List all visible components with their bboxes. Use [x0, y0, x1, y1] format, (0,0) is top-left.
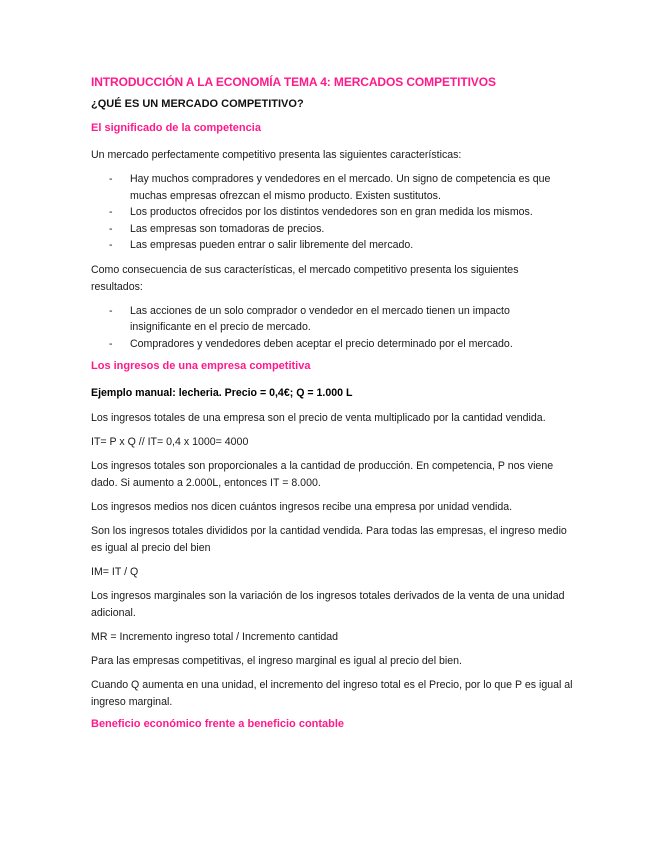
list-item	[91, 221, 573, 238]
paragraph-consecuencia: Como consecuencia de sus características, el mercado competitivo presenta los siguientes resultados:	[91, 263, 519, 293]
paragraph-marginales: Los ingresos marginales son la variación de los ingresos totales derivados de la venta de una unidad adicional.	[91, 590, 565, 619]
list-item	[91, 303, 573, 336]
paragraph-proporcionales: Los ingresos totales son proporcionales a la cantidad de producción. En competencia, P nos viene dado. Si aumento a 2.000L, entonces IT = 8.000.	[91, 460, 554, 489]
list-item-text: Los productos ofrecidos por los distintos vendedores son en gran medida los mismos.	[130, 206, 533, 218]
subsection-heading-beneficio: Beneficio económico frente a beneficio contable	[91, 718, 345, 730]
list-item	[91, 336, 573, 353]
subsection-heading-competencia: El significado de la competencia	[91, 122, 261, 134]
list-item-text: Compradores y vendedores deben aceptar el precio determinado por el mercado.	[130, 337, 513, 350]
list-marker: -	[109, 222, 113, 235]
paragraph-ingresos-totales: Los ingresos totales de una empresa son el precio de venta multiplicado por la cantidad vendida.	[91, 412, 546, 424]
formula-it: IT= P x Q // IT= 0,4 x 1000= 4000	[91, 436, 249, 448]
example-line: Ejemplo manual: lecheria. Precio = 0,4€; Q = 1.000 L	[91, 387, 353, 399]
paragraph-q-aumenta: Cuando Q aumenta en una unidad, el incremento del ingreso total es el Precio, por lo que P es igual al ingreso marginal.	[91, 679, 573, 708]
paragraph-division: Son los ingresos totales divididos por la cantidad vendida. Para todas las empresas, el ingreso medio es igual al precio del bien	[91, 525, 567, 554]
list-item	[91, 204, 573, 221]
paragraph-ingresos-medios: Los ingresos medios nos dicen cuántos ingresos recibe una empresa por unidad vendida.	[91, 501, 513, 513]
formula-mr: MR = Incremento ingreso total / Incremento cantidad	[91, 631, 339, 643]
doc-title: INTRODUCCIÓN A LA ECONOMÍA TEMA 4: MERCADOS COMPETITIVOS	[91, 75, 496, 89]
list-marker: -	[109, 304, 113, 317]
characteristics-list	[91, 171, 573, 254]
list-marker: -	[109, 173, 113, 185]
paragraph-competitivas: Para las empresas competitivas, el ingreso marginal es igual al precio del bien.	[91, 655, 462, 667]
paragraph-intro: Un mercado perfectamente competitivo presenta las siguientes características:	[91, 149, 462, 161]
list-marker: -	[109, 337, 113, 350]
list-item	[91, 171, 573, 204]
list-marker: -	[109, 239, 113, 251]
formula-im: IM= IT / Q	[91, 566, 139, 578]
list-item-text: Hay muchos compradores y vendedores en el mercado. Un signo de competencia es que muchas empresas ofrezcan el mismo producto. Existen sustitutos.	[130, 173, 551, 202]
results-list	[91, 303, 573, 353]
list-item-text: Las empresas pueden entrar o salir libremente del mercado.	[130, 239, 414, 251]
section-heading: ¿QUÉ ES UN MERCADO COMPETITIVO?	[91, 98, 304, 110]
list-item	[91, 237, 573, 254]
list-marker: -	[109, 206, 113, 218]
subsection-heading-ingresos: Los ingresos de una empresa competitiva	[91, 360, 311, 372]
list-item-text: Las acciones de un solo comprador o vendedor en el mercado tienen un impacto insignificante en el precio de mercado.	[130, 304, 510, 333]
list-item-text: Las empresas son tomadoras de precios.	[130, 222, 325, 235]
